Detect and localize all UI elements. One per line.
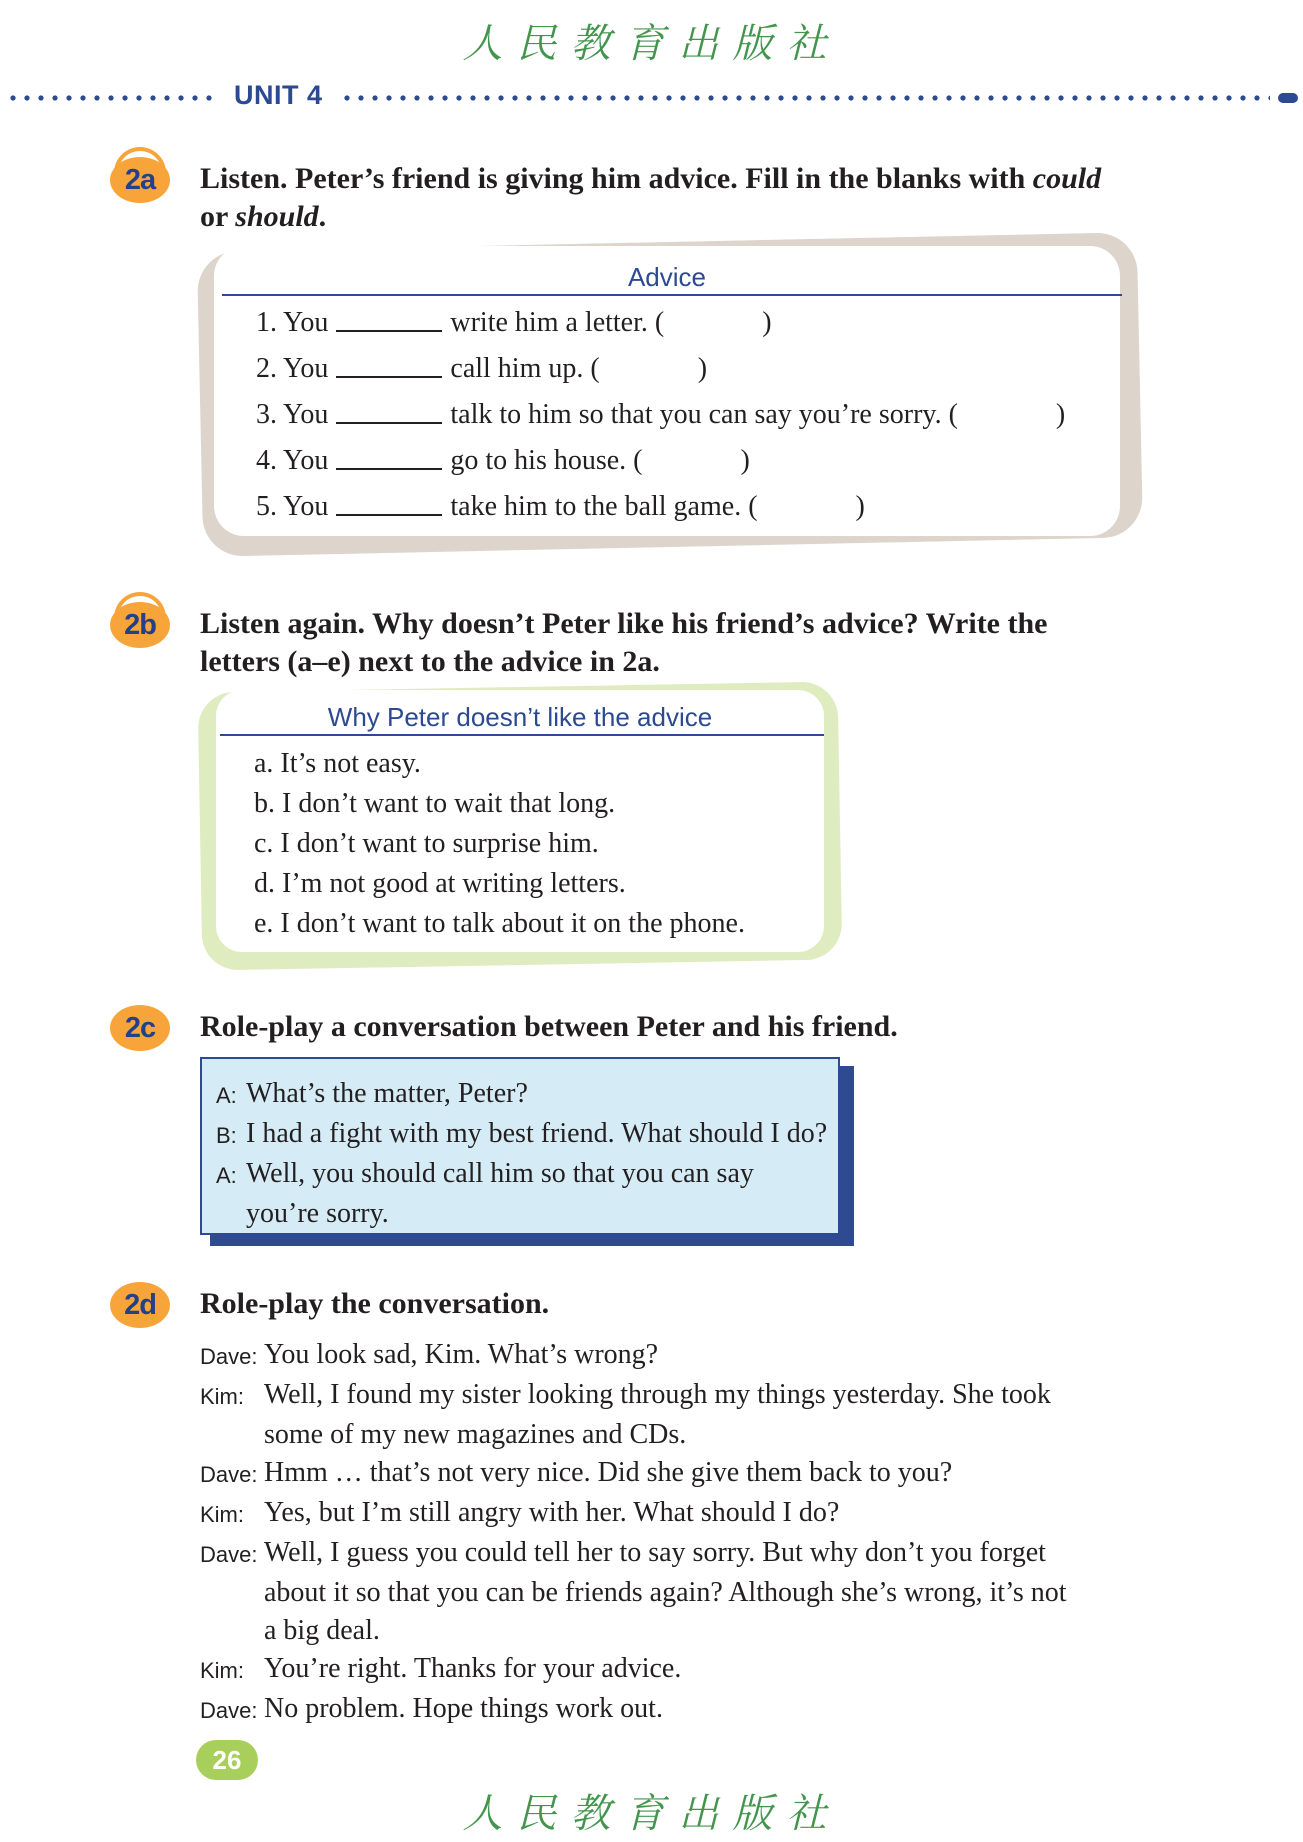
speaker-label: Kim: [200, 1502, 244, 1527]
answer-blank[interactable] [336, 346, 442, 378]
instruction-2b: Listen again. Why doesn’t Peter like his friend’s advice? Write the letters (a–e) next to the advice in 2a. [200, 607, 1048, 678]
publisher-logo-top: 人民教育出版社 [462, 21, 841, 67]
dialogue-line: Kim: You’re right. Thanks for your advice. [200, 1650, 1200, 1690]
unit-label: UNIT 4 [234, 80, 323, 110]
dialogue-line: Dave: Hmm … that’s not very nice. Did she give them back to you? [200, 1454, 1200, 1494]
reasons-box [216, 690, 824, 952]
speaker-label: Kim: [200, 1384, 244, 1409]
section-badge-2c: 2c [110, 1005, 170, 1051]
letter-slot[interactable] [758, 484, 856, 530]
speaker-label: Dave: [200, 1698, 258, 1723]
publisher-logo-bottom: 人民教育出版社 [462, 1791, 841, 1837]
section-badge-2a: 2a [110, 157, 170, 203]
reason-item: b. I don’t want to wait that long. [254, 788, 616, 819]
conversation-line: you’re sorry. [216, 1195, 827, 1233]
header-rule-end-cap [1278, 93, 1298, 103]
speaker-label [200, 1574, 264, 1612]
speaker-label: A: [216, 1163, 237, 1188]
reasons-box-title: Why Peter doesn’t like the advice [327, 702, 713, 732]
header-dotted-rule-right [340, 95, 1270, 101]
speaker-label: Kim: [200, 1658, 244, 1683]
advice-item: 5. You take him to the ball game. ( ) [256, 484, 1065, 530]
section-badge-2b: 2b [110, 602, 170, 648]
section-badge-2d: 2d [110, 1282, 170, 1328]
letter-slot[interactable] [600, 346, 698, 392]
dialogue-line: Dave: Well, I guess you could tell her to say sorry. But why don’t you forget [200, 1534, 1200, 1574]
speaker-label [200, 1416, 264, 1454]
speaker-label: Dave: [200, 1462, 258, 1487]
letter-slot[interactable] [958, 392, 1056, 438]
dialogue-line: Kim: Well, I found my sister looking through my things yesterday. She took [200, 1376, 1200, 1416]
dialogue-line: Dave: No problem. Hope things work out. [200, 1690, 1200, 1730]
page-number: 26 [196, 1740, 258, 1780]
dialogue-line: about it so that you can be friends again? Although she’s wrong, it’s not [200, 1574, 1200, 1612]
answer-blank[interactable] [336, 392, 442, 424]
reason-item: e. I don’t want to talk about it on the phone. [254, 908, 745, 939]
reason-item: d. I’m not good at writing letters. [254, 868, 626, 899]
letter-slot[interactable] [664, 300, 762, 346]
advice-box [214, 246, 1120, 536]
instruction-2d: Role-play the conversation. [200, 1287, 550, 1320]
speaker-label [216, 1195, 246, 1233]
reason-item: c. I don’t want to surprise him. [254, 828, 599, 859]
dialogue-line: some of my new magazines and CDs. [200, 1416, 1200, 1454]
advice-item: 3. You talk to him so that you can say you’re sorry. ( ) [256, 392, 1065, 438]
instruction-2a: Listen. Peter’s friend is giving him advice. Fill in the blanks with could or should. [200, 162, 1102, 233]
dialogue-line: a big deal. [200, 1612, 1200, 1650]
advice-box-rule [222, 294, 1122, 296]
dialogue-line: Kim: Yes, but I’m still angry with her. What should I do? [200, 1494, 1200, 1534]
advice-item: 4. You go to his house. ( ) [256, 438, 1065, 484]
answer-blank[interactable] [336, 300, 442, 332]
speaker-label: B: [216, 1123, 237, 1148]
speaker-label: A: [216, 1083, 237, 1108]
reasons-box-rule [220, 734, 824, 736]
instruction-2c: Role-play a conversation between Peter and his friend. [200, 1010, 898, 1043]
advice-box-title: Advice [627, 262, 707, 292]
conversation-line: A: What’s the matter, Peter? [216, 1075, 827, 1115]
speaker-label [200, 1612, 264, 1650]
answer-blank[interactable] [336, 438, 442, 470]
conversation-box [200, 1057, 840, 1235]
advice-item: 2. You call him up. ( ) [256, 346, 1065, 392]
answer-blank[interactable] [336, 484, 442, 516]
header-dotted-rule-left [6, 95, 216, 101]
speaker-label: Dave: [200, 1542, 258, 1567]
letter-slot[interactable] [643, 438, 741, 484]
conversation-line: A: Well, you should call him so that you can say [216, 1155, 827, 1195]
reason-item: a. It’s not easy. [254, 748, 421, 779]
speaker-label: Dave: [200, 1344, 258, 1369]
dialogue-line: Dave: You look sad, Kim. What’s wrong? [200, 1336, 1200, 1376]
advice-item: 1. You write him a letter. ( ) [256, 300, 1065, 346]
conversation-line: B: I had a fight with my best friend. What should I do? [216, 1115, 827, 1155]
dialogue [200, 1336, 1200, 1730]
